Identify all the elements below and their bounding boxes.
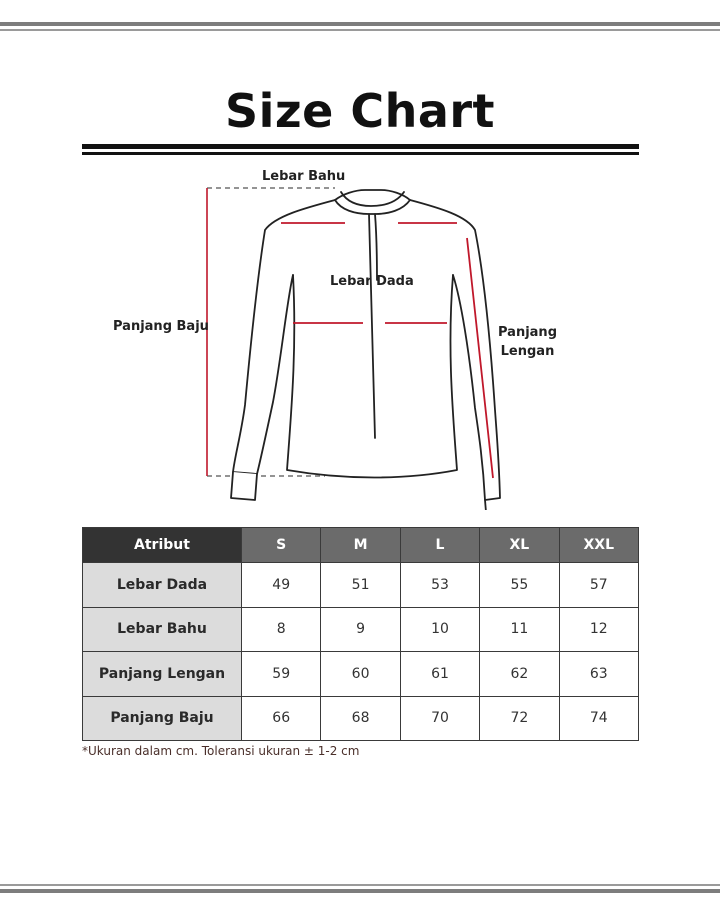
table-cell: 53 [400,563,479,608]
table-cell: 70 [400,696,479,741]
row-label: Lebar Bahu [83,607,242,652]
header-size-s: S [242,528,321,563]
page-title: Size Chart [224,84,496,138]
table-cell: 55 [480,563,559,608]
row-label: Panjang Lengan [83,652,242,697]
table-cell: 60 [321,652,400,697]
table-row [83,696,639,741]
row-label: Panjang Baju [83,696,242,741]
table-cell: 62 [480,652,559,697]
table-row [83,652,639,697]
label-lebar-bahu: Lebar Bahu [262,169,346,184]
table-row [83,563,639,608]
header-size-m: M [321,528,400,563]
table-row [83,607,639,652]
title-rule-thick [82,144,639,149]
table-cell: 8 [242,607,321,652]
table-cell: 74 [559,696,638,741]
table-cell: 49 [242,563,321,608]
bottom-frame-border [0,884,720,893]
table-cell: 66 [242,696,321,741]
table-cell: 72 [480,696,559,741]
table-cell: 10 [400,607,479,652]
table-cell: 11 [480,607,559,652]
table-cell: 63 [559,652,638,697]
table-cell: 68 [321,696,400,741]
size-table [82,527,639,741]
table-header-row [83,528,639,563]
table-cell: 59 [242,652,321,697]
table-cell: 51 [321,563,400,608]
header-size-xl: XL [480,528,559,563]
table-cell: 12 [559,607,638,652]
shirt-outline [231,190,500,510]
footnote: *Ukuran dalam cm. Toleransi ukuran ± 1-2 cm [82,744,360,758]
header-size-xxl: XXL [559,528,638,563]
top-frame-border [0,22,720,31]
table-cell: 9 [321,607,400,652]
row-label: Lebar Dada [83,563,242,608]
table-cell: 57 [559,563,638,608]
label-panjang-lengan [498,323,557,361]
header-atribut: Atribut [83,528,242,563]
header-size-l: L [400,528,479,563]
table-cell: 61 [400,652,479,697]
title-rule-thin [82,152,639,155]
shirt-diagram [195,180,535,510]
label-panjang-baju: Panjang Baju [113,319,209,334]
label-panjang-lengan-line1: Panjang [498,325,557,340]
label-panjang-lengan-line2: Lengan [500,344,555,359]
label-lebar-dada: Lebar Dada [330,274,414,289]
